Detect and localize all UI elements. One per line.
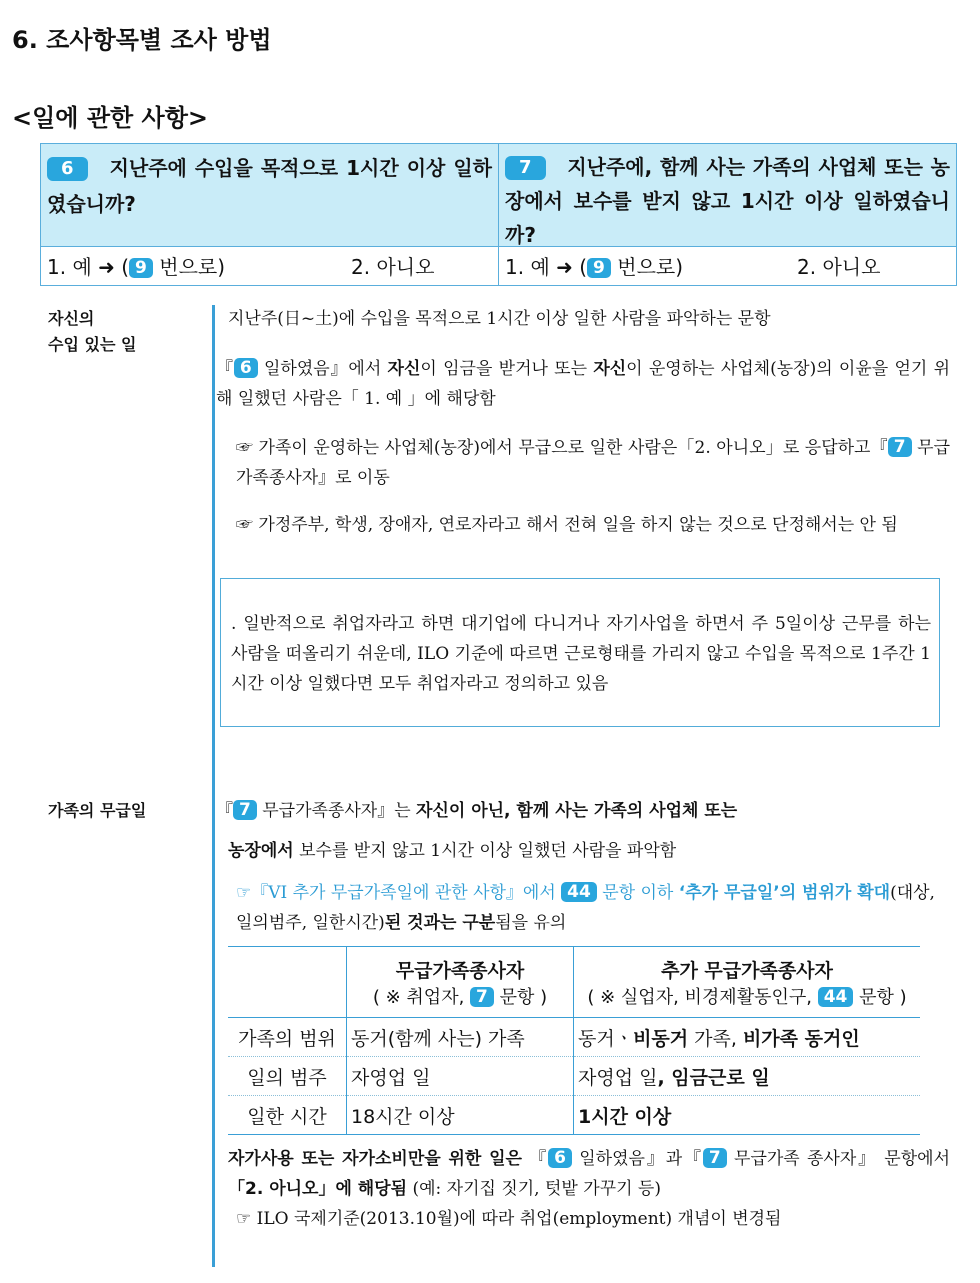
- vertical-divider: [212, 305, 215, 1267]
- section1-bullet-2: ☞ 가정주부, 학생, 장애자, 연로자라고 해서 전혀 일을 하지 않는 것으로 단정해서는 안 됨: [236, 515, 898, 535]
- header-additional-unpaid-family-worker: 추가 무급가족종사자 ( ※ 실업자, 비경제활동인구, 44 문항 ): [574, 947, 921, 1018]
- section2-hint: ☞『VI 추가 무급가족일에 관한 사항』에서 44 문항 이하 ‘추가 무급일’의 범위가 확대(대상, 일의범주, 일한시간)된 것과는 구분됨을 유의: [236, 882, 935, 933]
- section1-paragraph: 『 6 일하였음』에서 자신이 임금을 받거나 또는 자신이 운영하는 사업체(농장)의 이윤을 얻기 위해 일했던 사람은「 1. 예 」에 해당함: [216, 358, 950, 409]
- goto-badge: 9: [129, 258, 153, 278]
- goto-badge: 9: [587, 258, 611, 278]
- table-row: 일의 범주 자영업 일 자영업 일, 임금근로 일: [228, 1057, 920, 1096]
- question-text: 지난주에, 함께 사는 가족의 사업체 또는 농장에서 보수를 받지 않고 1시간 이상 일하였습니까?: [505, 155, 950, 247]
- note-box: [220, 578, 940, 727]
- question-ref-badge: 7: [703, 1148, 727, 1168]
- section2-ilo-note: ☞ ILO 국제기준(2013.10월)에 따라 취업(employment) 개념이 변경됨: [236, 1209, 782, 1229]
- question-7-answers: [498, 247, 956, 285]
- question-ref-badge: 7: [470, 987, 494, 1007]
- section2-paragraph-2: 농장에서 보수를 받지 않고 1시간 이상 일했던 사람을 파악함: [228, 841, 677, 861]
- answer-no[interactable]: 2. 아니오: [351, 255, 435, 279]
- section1-intro: 지난주(日~土)에 수입을 목적으로 1시간 이상 일한 사람을 파악하는 문항: [228, 309, 771, 329]
- question-table: [40, 143, 957, 286]
- answer-no[interactable]: 2. 아니오: [797, 255, 881, 279]
- section2-label: 가족의 무급일: [48, 801, 147, 820]
- header-unpaid-family-worker: 무급가족종사자 ( ※ 취업자, 7 문항 ): [347, 947, 574, 1018]
- answer-yes[interactable]: 1. 예 ➜ ( 9 번으로): [47, 255, 226, 279]
- section2-footnote: 자가사용 또는 자가소비만을 위한 일은 『 6 일하였음』과『 7 무급가족 종사자』 문항에서 「2. 아니오」에 해당됨 (예: 자기집 짓기, 텃밭 가꾸기 등): [228, 1148, 950, 1199]
- table-row: 가족의 범위 동거(함께 사는) 가족 동거ㆍ비동거 가족, 비가족 동거인: [228, 1018, 920, 1057]
- note-text: . 일반적으로 취업자라고 하면 대기업에 다니거나 자기사업을 하면서 주 5일이상 근무를 하는 사람을 떠올리기 쉬운데, ILO 기준에 따르면 근로형태를 가리지 않고 수입을 목적으로 1주간 1시간 이상 일했다면 모두 취업자라고 정의하고 있음: [231, 614, 931, 694]
- answer-yes[interactable]: 1. 예 ➜ ( 9 번으로): [505, 255, 684, 279]
- question-ref-badge: 6: [548, 1148, 572, 1168]
- question-ref-badge: 44: [561, 882, 597, 902]
- section1-label: 자신의 수입 있는 일: [48, 309, 137, 354]
- question-6-answers: [41, 247, 498, 285]
- question-ref-badge: 7: [888, 437, 912, 457]
- question-number-badge: 7: [505, 156, 546, 180]
- question-ref-badge: 7: [233, 800, 257, 820]
- question-ref-badge: 6: [234, 358, 258, 378]
- question-number-badge: 6: [47, 157, 88, 181]
- section-title: 6. 조사항목별 조사 방법: [12, 26, 272, 54]
- question-6: [41, 144, 498, 246]
- section1-bullet-1: ☞ 가족이 운영하는 사업체(농장)에서 무급으로 일한 사람은「2. 아니오」로 응답하고『 7 무급가족종사자』로 이동: [236, 437, 950, 488]
- comparison-table: [228, 946, 920, 1135]
- subsection-title: <일에 관한 사항>: [12, 104, 209, 132]
- question-7: [498, 144, 956, 246]
- section2-paragraph-1: 『 7 무급가족종사자』는 자신이 아닌, 함께 사는 가족의 사업체 또는: [216, 800, 738, 821]
- question-text: 지난주에 수입을 목적으로 1시간 이상 일하였습니까?: [47, 156, 493, 216]
- question-ref-badge: 44: [818, 987, 854, 1007]
- table-row: 일한 시간 18시간 이상 1시간 이상: [228, 1096, 920, 1135]
